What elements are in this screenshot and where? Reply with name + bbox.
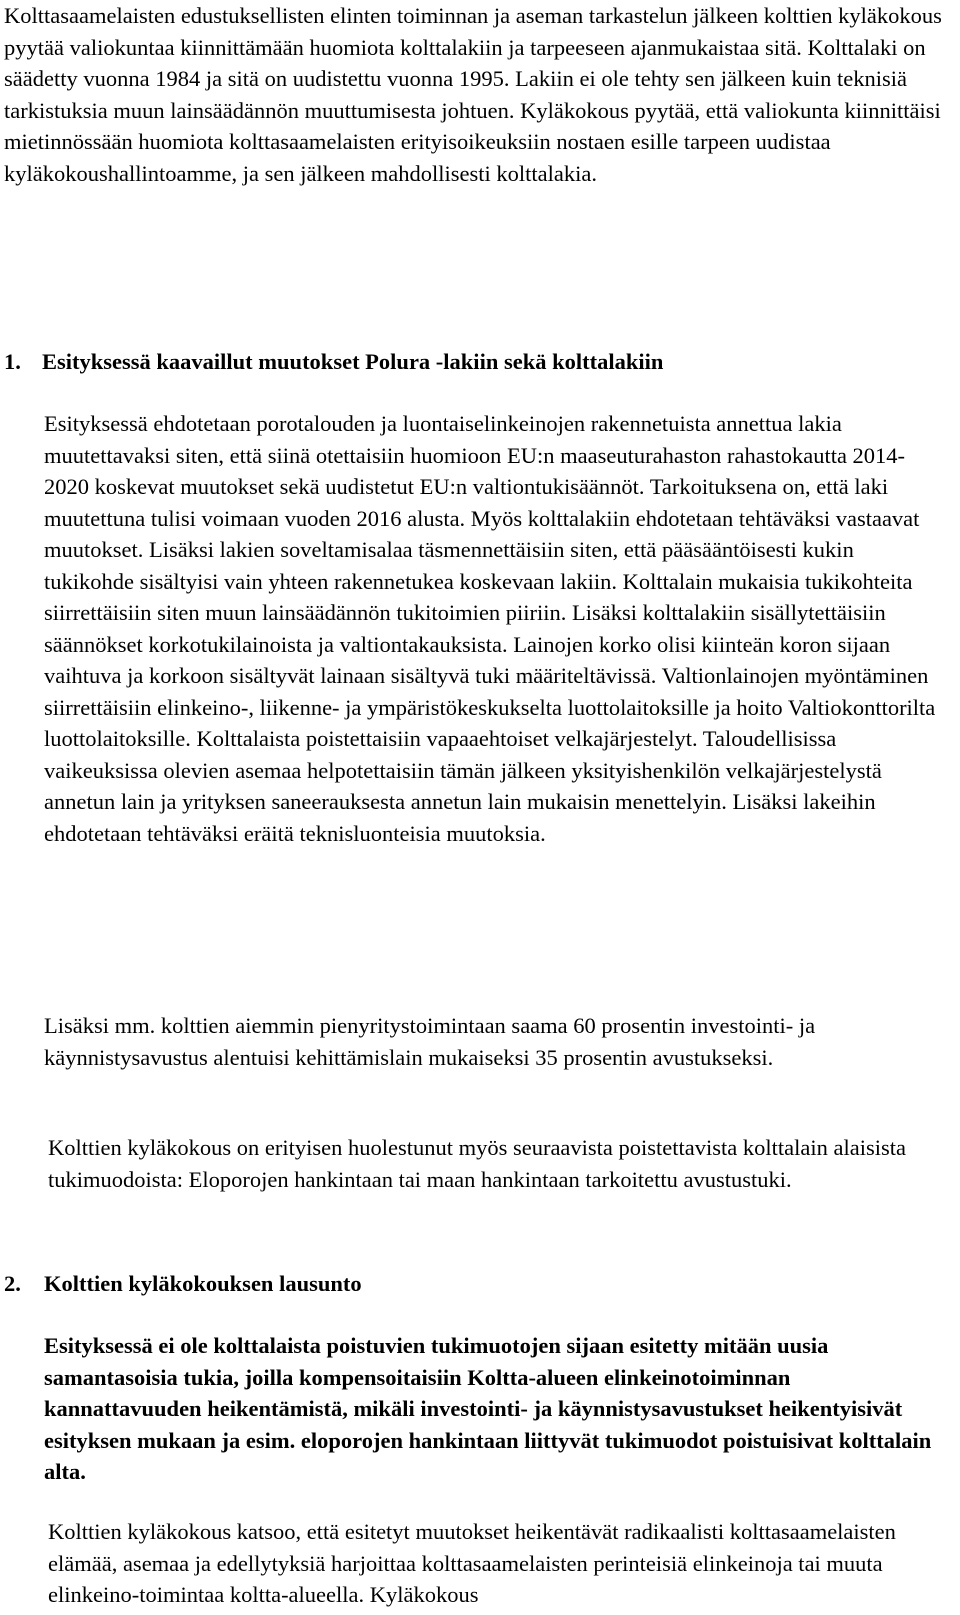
section-1-heading <box>4 346 663 378</box>
section-1-title: Esityksessä kaavaillut muutokset Polura -lakiin sekä kolttalakiin <box>42 349 664 374</box>
section-2-paragraph-1: Esityksessä ei ole kolttalaista poistuvien tukimuotojen sijaan esitetty mitään uusia samantasoisia tukia, joilla kompensoitaisiin Koltta-alueen elinkeinotoiminnan kannattavuuden heikentämistä, mikäli investointi- ja käynnistysavustukset heikentyisivät esityksen mukaan ja esim. eloporojen hankintaan liittyvät tukimuodot poistuisivat kolttalain alta. <box>44 1333 932 1484</box>
section-1-paragraph-2: Lisäksi mm. kolttien aiemmin pienyritystoimintaan saama 60 prosentin investointi- ja käynnistysavustus alentuisi kehittämislain mukaiseksi 35 prosentin avustukseksi. <box>44 1013 816 1070</box>
intro-paragraph: Kolttasaamelaisten edustuksellisten elinten toiminnan ja aseman tarkastelun jälkeen kolttien kyläkokous pyytää valiokuntaa kiinnittämään huomiota kolttalakiin ja tarpeeseen ajanmukaistaa sitä. Kolttalaki on säädetty vuonna 1984 ja sitä on uudistettu vuonna 1995. Lakiin ei ole tehty sen jälkeen kuin teknisiä tarkistuksia muun lainsäädännön muuttumisesta johtuen. Kyläkokous pyytää, että valiokunta kiinnittäisi mietinnössään huomiota kolttasaamelaisten erityisoikeuksiin nostaen esille tarpeen uudistaa kyläkokoushallintoamme, ja sen jälkeen mahdollisesti kolttalakia. <box>4 3 942 186</box>
section-2-paragraph-2: Kolttien kyläkokous katsoo, että esitetyt muutokset heikentävät radikaalisti kolttasaamelaisten elämää, asemaa ja edellytyksiä harjoittaa kolttasaamelaisten perinteisiä elinkeinoja tai muuta elinkeino-toimintaa koltta-alueella. Kyläkokous <box>48 1519 896 1607</box>
section-1-number: 1. <box>4 349 21 374</box>
section-1-paragraph-1: Esityksessä ehdotetaan porotalouden ja luontaiselinkeinojen rakennetuista annettua lakia muutettavaksi siten, että siinä otettaisiin huomioon EU:n maaseuturahaston rahastokautta 2014- 2020 koskevat muutokset sekä uudistetut EU:n valtiontukisäännöt. Tarkoituksena on, että laki muutettuna tulisi voimaan vuoden 2016 alusta. Myös kolttalakiin ehdotetaan tehtäväksi vastaavat muutokset. Lisäksi lakien soveltamisalaa täsmennettäisiin siten, että pääsääntöisesti kukin tukikohde sisältyisi vain yhteen rakennetukea koskevaan lakiin. Kolttalain mukaisia tukikohteita siirrettäisiin siten muun lainsäädännön tukitoimien piiriin. Lisäksi kolttalakiin sisällytettäisiin säännökset korkotukilainoista ja valtiontakauksista. Lainojen korko olisi kiinteän koron sijaan vaihtuva ja korkoon sisältyvät lainaan sisältyvä tuki määriteltävissä. Valtionlainojen myöntäminen siirrettäisiin elinkeino-, liikenne- ja ympäristökeskukselta luottolaitoksille ja hoito Valtiokonttorilta luottolaitoksille. Kolttalaista poistettaisiin vapaaehtoiset velkajärjestelyt. Taloudellisissa vaikeuksissa olevien asemaa helpotettaisiin tämän jälkeen yksityishenkilön velkajärjestelystä annetun lain ja yrityksen saneerauksesta annetun lain mukaisin menettelyin. Lisäksi lakeihin ehdotetaan tehtäväksi eräitä teknisluonteisia muutoksia. <box>44 411 936 846</box>
section-2-heading <box>4 1268 362 1300</box>
section-1-paragraph-3: Kolttien kyläkokous on erityisen huolestunut myös seuraavista poistettavista kolttalain alaisista tukimuodoista: Eloporojen hankintaan tai maan hankintaan tarkoitettu avustustuki. <box>48 1135 906 1192</box>
section-2-title: Kolttien kyläkokouksen lausunto <box>44 1271 362 1296</box>
section-2-number: 2. <box>4 1271 21 1296</box>
